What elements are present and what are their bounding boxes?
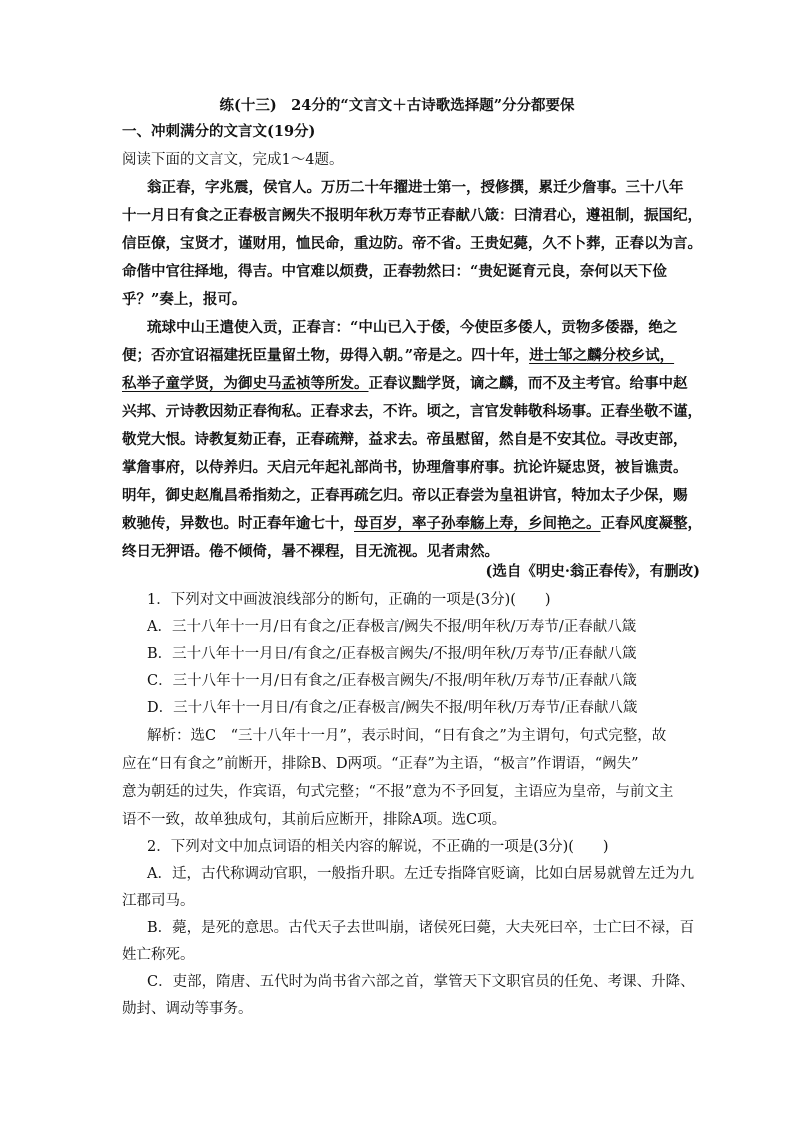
passage-line (122, 514, 702, 534)
passage-line: 翁正春，字兆震，侯官人。万历二十年擢进士第一，授修撰，累迁少詹事。三十八年 (147, 179, 684, 196)
passage-line (122, 374, 688, 394)
passage-segment: 便；否亦宜诏福建抚臣量留土物，毋得入朝。”帝是之。四十年， (122, 347, 530, 364)
passage-line: 乎？”奏上，报可。 (122, 291, 247, 308)
passage-line (122, 346, 674, 366)
underlined-segment: 母百岁，率子孙奉觞上寿，乡间艳之。 (354, 515, 601, 532)
passage-segment: 正春议黜学贤，谪之麟，而不及主考官。给事中赵 (368, 375, 688, 392)
question-2-option-a-cont: 江郡司马。 (122, 893, 195, 909)
passage-line: 敬党大恨。诗教复劾正春，正春疏辩，益求去。帝虽慰留，然自是不安其位。寻改吏部， (122, 431, 688, 448)
passage-line: 命偕中官往择地，得吉。中官难以烦费，正春勃然曰：“贵妃诞育元良，奈何以天下俭 (122, 263, 667, 280)
passage-line: 终日无狎语。倦不倾倚，暑不裸程，目无流视。见者肃然。 (122, 543, 499, 560)
passage-line: 明年，御史赵胤昌希指劾之，正春再疏乞归。帝以正春尝为皇祖讲官，特加太子少保，赐 (122, 487, 688, 504)
passage-segment: 敕驰传，异数也。时正春年逾七十， (122, 515, 354, 532)
passage-line: 琉球中山王遣使入贡，正春言：“中山已入于倭，今使臣多倭人，贡物多倭器，绝之 (147, 319, 678, 336)
analysis-line: 语不一致，故单独成句，其前后应断开，排除A项。选C项。 (122, 812, 507, 828)
question-2-option-c-cont: 勋封、调动等事务。 (122, 1001, 253, 1017)
passage-segment: 正春风度凝整， (600, 515, 702, 532)
underlined-segment: 私举子童学贤，为御史马孟祯等所发。 (122, 375, 369, 392)
question-1-option-a: A．三十八年十一月/日有食之/正春极言/阙失不报/明年秋/万寿节/正春献八箴 (147, 619, 637, 635)
question-1-option-c: C．三十八年十一月/日有食之/正春极言阙失/不报/明年秋/万寿节/正春献八箴 (147, 673, 637, 689)
passage-line: 兴邦、亓诗教因劾正春徇私。正春求去，不许。顷之，言官发韩敬科场事。正春坐敬不谨， (122, 403, 702, 420)
question-2-stem: 2．下列对文中加点词语的相关内容的解说，不正确的一项是(3分)( ) (147, 839, 609, 855)
passage-line: 信臣僚，宝贤才，谨财用，恤民命，重边防。帝不省。王贵妃薨，久不卜葬，正春以为言。 (122, 235, 702, 252)
passage-line: 掌詹事府，以侍养归。天启元年起礼部尚书，协理詹事府事。抗论许疑忠贤，被旨谯责。 (122, 459, 688, 476)
source-citation: (选自《明史·翁正春传》，有删改) (485, 563, 700, 580)
passage-line: 十一月日有食之正春极言阙失不报明年秋万寿节正春献八箴：曰清君心，遵祖制，振国纪， (122, 207, 702, 224)
question-1-stem: 1．下列对文中画波浪线部分的断句，正确的一项是(3分)( ) (147, 592, 551, 608)
question-2-option-c: C．吏部，隋唐、五代时为尚书省六部之首，掌管天下文职官员的任免、考课、升降、 (147, 974, 695, 990)
analysis-line: 意为朝廷的过失，作宾语，句式完整；“不报”意为不予回复，主语应为皇帝，与前文主 (122, 784, 674, 800)
question-2-option-b-cont: 姓亡称死。 (122, 947, 195, 963)
question-2-option-a: A．迁，古代称调动官职，一般指升职。左迁专指降官贬谪，比如白居易就曾左迁为九 (147, 866, 694, 882)
page-title: 练(十三) 24分的“文言文＋古诗歌选择题”分分都要保 (219, 97, 575, 114)
analysis-line: 解析：选C “三十八年十一月”，表示时间，“日有食之”为主谓句，句式完整，故 (147, 728, 667, 744)
question-1-option-b: B．三十八年十一月日/有食之/正春极言阙失/不报/明年秋/万寿节/正春献八箴 (147, 646, 637, 662)
question-2-option-b: B．薨，是死的意思。古代天子去世叫崩，诸侯死曰薨，大夫死曰卒，士亡曰不禄，百 (147, 920, 695, 936)
underlined-segment: 进士邹之麟分校乡试， (529, 347, 675, 364)
instruction-text: 阅读下面的文言文，完成1～4题。 (122, 152, 344, 168)
question-1-option-d: D．三十八年十一月日/有食之/正春极言/阙失不报/明年秋/万寿节/正春献八箴 (147, 700, 638, 716)
section-heading: 一、冲刺满分的文言文(19分) (122, 123, 316, 140)
analysis-line: 应在“日有食之”前断开，排除B、D两项。“正春”为主语，“极言”作谓语，“阙失” (122, 756, 639, 772)
